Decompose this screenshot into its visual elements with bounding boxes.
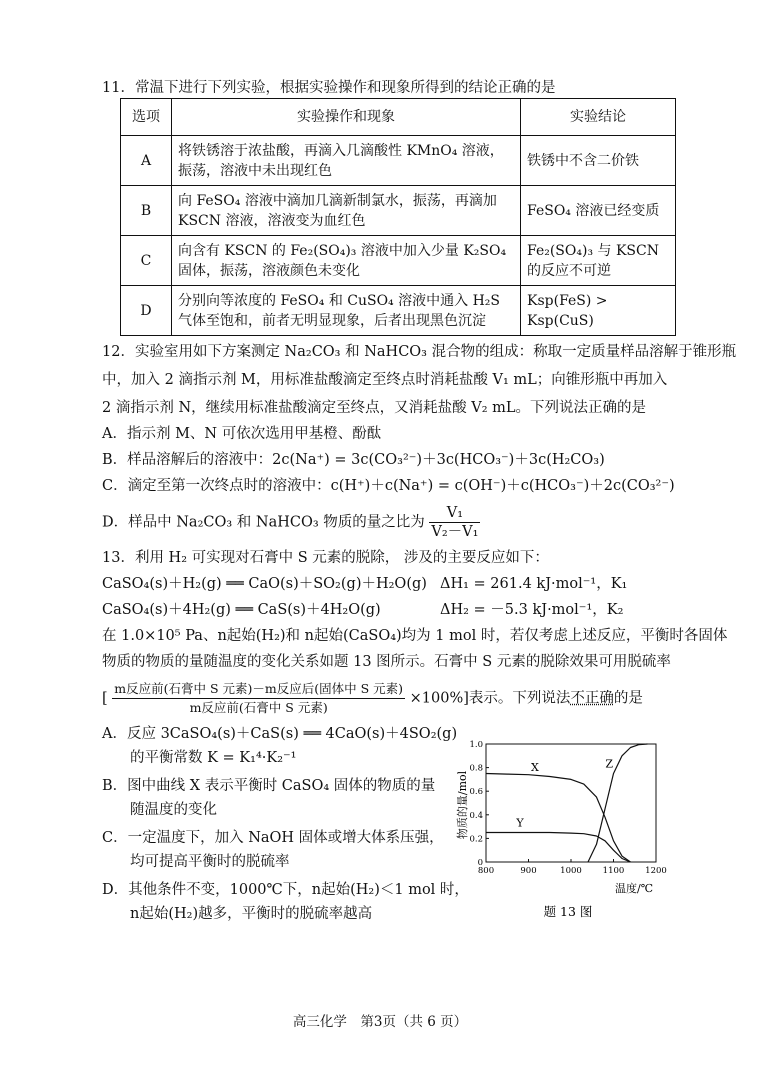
- table-row: [121, 136, 676, 186]
- series-label-x: X: [530, 761, 539, 775]
- reaction-2-enthalpy: ΔH₂ = －5.3 kJ·mol⁻¹，K₂: [440, 602, 624, 618]
- chart-caption: 题 13 图: [543, 904, 593, 919]
- q12-option-b: B．样品溶解后的溶液中：2c(Na⁺) = 3c(CO₃²⁻)＋3c(HCO₃⁻)＋3c(H₂CO₃): [102, 452, 605, 468]
- chart-frame: [486, 744, 656, 862]
- q13-option-a-line1: A．反应 3CaSO₄(s)＋CaS(s) ══ 4CaO(s)＋4SO₂(g): [102, 726, 458, 742]
- table-row: [121, 186, 676, 236]
- x-tick-label: 1000: [560, 866, 582, 876]
- x-tick-label: 800: [477, 866, 495, 876]
- figure-13-chart: [452, 730, 678, 926]
- q13-option-b-line1: B．图中曲线 X 表示平衡时 CaSO₄ 固体的物质的量: [102, 778, 436, 794]
- row-conclusion: Ksp(FeS) > Ksp(CuS): [521, 286, 676, 336]
- q13-option-b-line2: 随温度的变化: [130, 802, 217, 818]
- reaction-1: CaSO₄(s)＋H₂(g) ══ CaO(s)＋SO₂(g)＋H₂O(g): [102, 576, 427, 592]
- series-line-z: [588, 744, 648, 862]
- emphasis-not-correct: 不正确: [570, 690, 614, 707]
- row-procedure: 分别向等浓度的 FeSO₄ 和 CuSO₄ 溶液中通入 H₂S 气体至饱和，前者无明显现象，后者出现黑色沉淀: [172, 286, 521, 336]
- q12-stem-line3: 2 滴指示剂 N，继续用标准盐酸滴定至终点，又消耗盐酸 V₂ mL。下列说法正确的是: [102, 400, 647, 416]
- y-tick-label: 0: [477, 858, 483, 868]
- q12-option-d: [102, 504, 480, 541]
- row-option: B: [121, 186, 172, 236]
- fraction-denominator: V₂－V₁: [431, 524, 479, 540]
- q12-ratio-fraction: [429, 504, 480, 541]
- y-tick-label: 0.4: [469, 810, 483, 821]
- q13-option-d-line1: D．其他条件不变，1000℃下，n起始(H₂)＜1 mol 时，: [102, 882, 469, 898]
- bracket-open: [: [102, 690, 108, 707]
- q13-paragraph-line1: 在 1.0×10⁵ Pa、n起始(H₂)和 n起始(CaSO₄)均为 1 mol 时，若仅考虑上述反应，平衡时各固体: [102, 628, 728, 644]
- q13-paragraph-line2: 物质的物质的量随温度的变化关系如题 13 图所示。石膏中 S 元素的脱除效果可用脱硫率: [102, 654, 671, 670]
- fraction-denominator: m反应前(石膏中 S 元素): [189, 700, 328, 715]
- chart-plot-area: [469, 740, 666, 876]
- x-tick-label: 1200: [645, 866, 667, 876]
- row-option: A: [121, 136, 172, 186]
- chart-x-axis-label: 温度/℃: [614, 882, 654, 895]
- header-procedure: 实验操作和现象: [172, 99, 521, 136]
- y-tick-label: 0.8: [469, 763, 483, 774]
- row-conclusion: Fe₂(SO₄)₃ 与 KSCN 的反应不可逆: [521, 236, 676, 286]
- page-footer: 高三化学 第3页（共 6 页）: [292, 1014, 468, 1030]
- table-row: [121, 286, 676, 336]
- y-tick-label: 0.6: [469, 787, 483, 798]
- q12-option-a: A．指示剂 M、N 可依次选用甲基橙、酚酞: [102, 426, 382, 442]
- q12-stem-line1: 12．实验室用如下方案测定 Na₂CO₃ 和 NaHCO₃ 混合物的组成：称取一定质量样品溶解于锥形瓶: [102, 344, 737, 360]
- y-tick-label: 1.0: [469, 740, 483, 750]
- desulfurization-fraction: [112, 680, 405, 717]
- formula-tail: ×100%]表示。下列说法: [409, 690, 571, 707]
- x-tick-label: 1100: [602, 866, 625, 876]
- y-tick-label: 0.2: [469, 834, 483, 845]
- fraction-numerator: m反应前(石膏中 S 元素)－m反应后(固体中 S 元素): [112, 680, 405, 699]
- reaction-2: CaSO₄(s)＋4H₂(g) ══ CaS(s)＋4H₂O(g): [102, 602, 381, 618]
- q11-table: [120, 98, 676, 336]
- series-label-z: Z: [605, 757, 614, 771]
- q13-option-d-line2: n起始(H₂)越多，平衡时的脱硫率越高: [130, 906, 373, 922]
- fraction-numerator: V₁: [429, 504, 480, 523]
- series-label-y: Y: [516, 816, 524, 830]
- q12-stem-line2: 中，加入 2 滴指示剂 M，用标准盐酸滴定至终点时消耗盐酸 V₁ mL；向锥形瓶中再加入: [102, 372, 668, 388]
- series-line-y: [486, 833, 631, 863]
- q12-option-d-text: D．样品中 Na₂CO₃ 和 NaHCO₃ 物质的量之比为: [102, 514, 425, 531]
- reaction-1-enthalpy: ΔH₁ = 261.4 kJ·mol⁻¹，K₁: [440, 576, 628, 592]
- row-procedure: 向 FeSO₄ 溶液中滴加几滴新制氯水，振荡，再滴加 KSCN 溶液，溶液变为血红色: [172, 186, 521, 236]
- row-procedure: 向含有 KSCN 的 Fe₂(SO₄)₃ 溶液中加入少量 K₂SO₄ 固体，振荡，溶液颜色未变化: [172, 236, 521, 286]
- row-conclusion: FeSO₄ 溶液已经变质: [521, 186, 676, 236]
- header-conclusion: 实验结论: [521, 99, 676, 136]
- q13-option-c-line2: 均可提高平衡时的脱硫率: [130, 854, 290, 870]
- formula-tail-end: 的是: [613, 690, 643, 707]
- q12-option-c: C．滴定至第一次终点时的溶液中：c(H⁺)＋c(Na⁺) = c(OH⁻)＋c(HCO₃⁻)＋2c(CO₃²⁻): [102, 478, 675, 494]
- x-tick-label: 900: [520, 866, 537, 876]
- row-option: C: [121, 236, 172, 286]
- table-header-row: [121, 99, 676, 136]
- row-conclusion: 铁锈中不含二价铁: [521, 136, 676, 186]
- q11-stem: 11．常温下进行下列实验，根据实验操作和现象所得到的结论正确的是: [102, 80, 556, 96]
- series-line-x: [486, 774, 631, 863]
- header-option: 选项: [121, 99, 172, 136]
- q13-option-a-line2: 的平衡常数 K = K₁⁴·K₂⁻¹: [130, 750, 297, 766]
- q13-stem: 13．利用 H₂ 可实现对石膏中 S 元素的脱除， 涉及的主要反应如下：: [102, 550, 549, 566]
- chart-y-axis-label: 物质的量/mol: [456, 770, 469, 840]
- desulfurization-rate-formula: [102, 680, 643, 717]
- table-row: [121, 236, 676, 286]
- row-option: D: [121, 286, 172, 336]
- q13-option-c-line1: C．一定温度下，加入 NaOH 固体或增大体系压强，: [102, 830, 444, 846]
- row-procedure: 将铁锈溶于浓盐酸，再滴入几滴酸性 KMnO₄ 溶液，振荡，溶液中未出现红色: [172, 136, 521, 186]
